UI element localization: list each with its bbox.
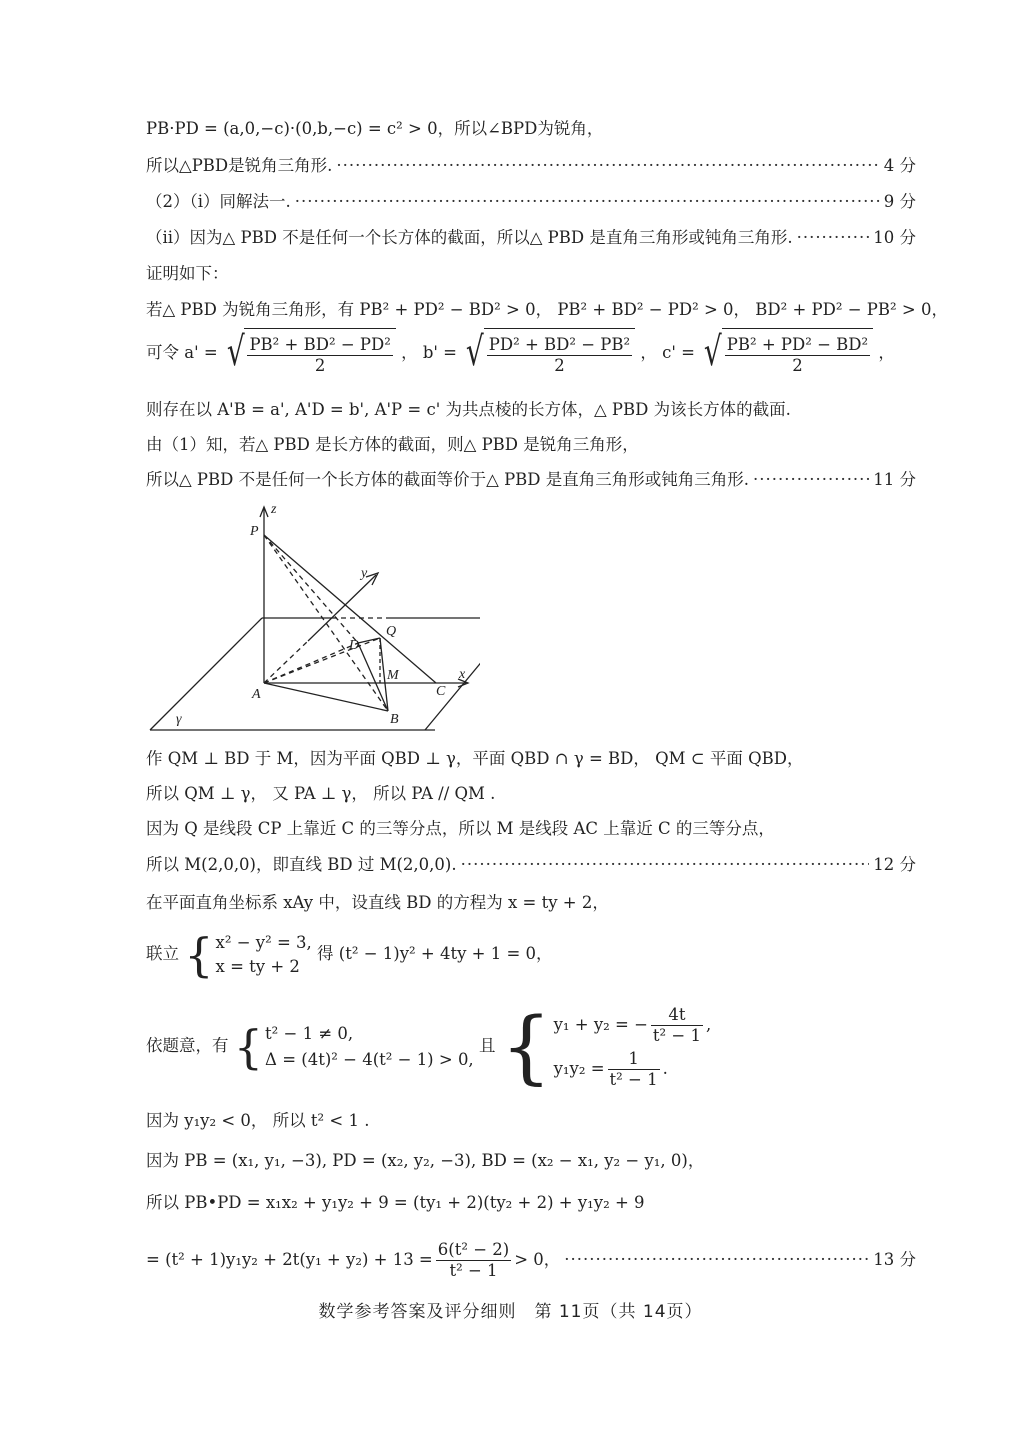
line-bd-equation: [146, 890, 916, 916]
text-let-b: ， b' =: [401, 343, 458, 362]
line-vectors: [146, 1148, 916, 1174]
line-qm-perp: [146, 746, 916, 772]
c-numerator: PB² + PD² − BD²: [726, 335, 869, 354]
sqrt-a: √ $\frac{\text{PB² + BD² − PD²}}{2}$: [223, 328, 396, 379]
page-footer: 数学参考答案及评分细则 第 11页（共 14页）: [318, 1302, 703, 1322]
label-b: B: [390, 712, 399, 727]
segment-db: [358, 643, 388, 711]
line-dot-product: [146, 1190, 916, 1216]
text-vectors: 因为 PB = (x₁, y₁, −3), PD = (x₂, y₂, −3), BD = (x₂ − x₁, y₂ − y₁, 0)，: [146, 1151, 705, 1170]
y-axis: [308, 575, 376, 641]
text-by-condition: 依题意，有: [146, 1036, 229, 1055]
condition-discriminant: Δ = (4t)² − 4(t² − 1) > 0,: [265, 1049, 474, 1069]
line-pa-parallel: [146, 781, 916, 807]
text-trisection: 因为 Q 是线段 CP 上靠近 C 的三等分点，所以 M 是线段 AC 上靠近 C 的三等分点，: [146, 819, 775, 838]
dot-leader: [564, 1236, 869, 1284]
system-vieta: { y₁ + y₂ = − $\frac{4t}{\text{t² − 1}}$ , y₁y₂ = $\frac{1}{\text{t² − 1}}$ .: [500, 999, 712, 1093]
vieta-product-num: 1: [608, 1049, 660, 1070]
dot-leader: [295, 189, 880, 215]
b-denominator: 2: [554, 356, 565, 375]
line-pb-dot-pd: [146, 116, 916, 142]
c-denominator: 2: [792, 356, 803, 375]
vieta-product-end: .: [662, 1058, 668, 1078]
text-acute-triangle: 所以△PBD是锐角三角形.: [146, 156, 333, 175]
score-4: 4 分: [883, 156, 916, 175]
score-13: 13 分: [873, 1250, 916, 1269]
text-dot-result-end: > 0，: [514, 1250, 561, 1269]
line-part2-ii: [146, 225, 916, 251]
plane-edge: [150, 618, 262, 730]
b-numerator: PD² + BD² − PB²: [488, 335, 631, 354]
label-p: P: [250, 524, 259, 539]
equation-line: x = ty + 2: [215, 956, 300, 976]
dot-leader: [753, 467, 869, 493]
condition-nonzero: t² − 1 ≠ 0,: [265, 1023, 354, 1043]
dot-result-num: 6(t² − 2): [437, 1239, 510, 1259]
system-discriminant: { t² − 1 ≠ 0, Δ = (4t)² − 4(t² − 1) > 0,: [233, 1019, 474, 1074]
label-m: M: [387, 668, 399, 683]
score-11: 11 分: [873, 470, 916, 489]
label-a: A: [252, 687, 261, 702]
text-let-c: ， c' =: [640, 343, 695, 362]
text-product-negative: 因为 y₁y₂ < 0， 所以 t² < 1 .: [146, 1111, 370, 1130]
text-comma: ，: [878, 343, 895, 362]
segment-ab: [264, 683, 388, 711]
line-let-abc: [146, 328, 916, 379]
label-y: y: [361, 566, 368, 581]
line-trisection: [146, 816, 916, 842]
text-pa-parallel: 所以 QM ⊥ γ， 又 PA ⊥ γ， 所以 PA // QM .: [146, 784, 496, 803]
text-dot-result-left: = (t² + 1)y₁y₂ + 2t(y₁ + y₂) + 13 =: [146, 1250, 433, 1269]
line-conditions: [146, 998, 916, 1094]
text-let-a: 可令 a' =: [146, 343, 218, 362]
vieta-sum: [554, 1003, 712, 1047]
dot-leader: [336, 153, 879, 179]
text-qm-perp: 作 QM ⊥ BD 于 M，因为平面 QBD ⊥ γ，平面 QBD ∩ γ = BD， QM ⊂ 平面 QBD，: [146, 749, 804, 768]
line-product-negative: [146, 1108, 916, 1134]
score-10: 10 分: [873, 228, 916, 247]
system-hyperbola-line: { x² − y² = 3, x = ty + 2: [184, 927, 312, 982]
vieta-sum-den: t² − 1: [652, 1025, 701, 1045]
text-quadratic: 得 (t² − 1)y² + 4ty + 1 = 0，: [317, 944, 553, 963]
text-acute-conditions: 若△ PBD 为锐角三角形，有 PB² + PD² − BD² > 0， PB² + BD² − PD² > 0， BD² + PD² − PB² > 0，: [146, 300, 948, 319]
line-from-part1: [146, 432, 916, 458]
line-point-m: [146, 852, 916, 878]
label-q: Q: [386, 624, 397, 639]
vieta-product-left: y₁y₂ =: [553, 1058, 605, 1078]
segment-pc: [264, 535, 436, 683]
text-part2-i: （2）（i）同解法一.: [146, 192, 291, 211]
line-equivalence: [146, 467, 916, 493]
segment-pd-hidden: [264, 535, 358, 643]
label-z: z: [271, 502, 277, 517]
score-12: 12 分: [873, 855, 916, 874]
text-equivalence: 所以△ PBD 不是任何一个长方体的截面等价于△ PBD 是直角三角形或钝角三角形.: [146, 470, 750, 489]
text-proof-heading: 证明如下：: [146, 264, 229, 283]
label-d: D: [349, 638, 360, 653]
label-c: C: [436, 684, 446, 699]
geometry-figure: [140, 495, 480, 735]
vieta-sum-num: 4t: [651, 1005, 703, 1026]
text-dot-product: 所以 PB•PD = x₁x₂ + y₁y₂ + 9 = (ty₁ + 2)(ty₂ + 2) + y₁y₂ + 9: [146, 1193, 645, 1212]
a-numerator: PB² + BD² − PD²: [249, 335, 391, 354]
plane-edge: [425, 618, 480, 730]
line-proof-heading: [146, 261, 916, 287]
text-simultaneous: 联立: [146, 944, 179, 963]
equation-hyperbola: x² − y² = 3,: [215, 932, 312, 952]
vieta-product-den: t² − 1: [609, 1069, 658, 1089]
line-simultaneous: [146, 928, 916, 980]
dot-result-den: t² − 1: [449, 1260, 498, 1280]
sqrt-c: √ $\frac{\text{PB² + PD² − BD²}}{2}$: [700, 328, 873, 379]
text-and: 且: [478, 1036, 496, 1055]
text-point-m: 所以 M(2,0,0)，即直线 BD 过 M(2,0,0).: [146, 855, 457, 874]
text-bd-equation: 在平面直角坐标系 xAy 中，设直线 BD 的方程为 x = ty + 2，: [146, 893, 609, 912]
score-9: 9 分: [883, 192, 916, 211]
line-part2-i: [146, 189, 916, 215]
line-acute-triangle: [146, 153, 916, 179]
a-denominator: 2: [314, 356, 326, 375]
dot-leader: [461, 852, 870, 878]
y-axis-hidden: [264, 641, 308, 683]
text-cuboid-exists: 则存在以 A'B = a', A'D = b', A'P = c' 为共点棱的长方体，△ PBD 为该长方体的截面.: [146, 400, 791, 419]
text-part2-ii: （ii）因为△ PBD 不是任何一个长方体的截面，所以△ PBD 是直角三角形或钝角三角形.: [146, 228, 793, 247]
label-x: x: [459, 667, 466, 682]
line-cuboid-exists: [146, 397, 916, 423]
text-from-part1: 由（1）知，若△ PBD 是长方体的截面，则△ PBD 是锐角三角形，: [146, 435, 639, 454]
label-gamma: γ: [176, 712, 182, 727]
dot-result-fraction: [436, 1240, 511, 1281]
vieta-sum-left: y₁ + y₂ = −: [553, 1014, 648, 1034]
vieta-sum-end: ,: [705, 1014, 712, 1034]
vieta-product: [554, 1047, 712, 1091]
sqrt-b: √ $\frac{\text{PD² + BD² − PB²}}{2}$: [462, 328, 635, 379]
line-acute-conditions: [146, 297, 948, 323]
line-dot-result: [146, 1236, 916, 1284]
text-pb-dot-pd: PB·PD = (a,0,−c)·(0,b,−c) = c² > 0，所以∠BPD为锐角，: [146, 119, 604, 138]
dot-leader: [797, 225, 870, 251]
segment-aq: [264, 638, 380, 683]
